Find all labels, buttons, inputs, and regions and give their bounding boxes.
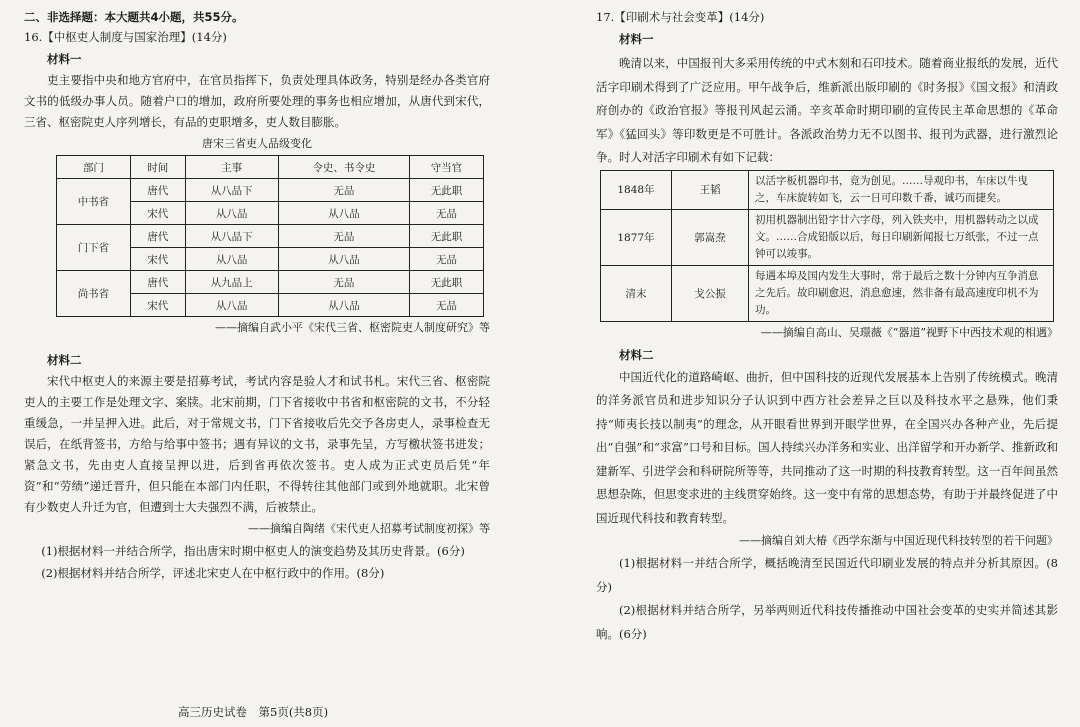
table-header-cell: 守当官 [410, 156, 484, 179]
author-cell: 王韬 [672, 170, 749, 209]
dept-cell: 门下省 [57, 225, 131, 271]
table-cell: 从八品 [278, 248, 409, 271]
q16-material-2-text: 宋代中枢吏人的来源主要是招募考试，考试内容是验人才和试书札。宋代三省、枢密院吏人的主要工作是处理文字、案牍。北宋前期，门下省接收中书省和枢密院的文书，不分轻重缓急，一并呈押入进。此后，对于常规文书，门下省接收后先交予各房吏人，录事检查无误后，在纸背签书，方给与给事中签书；遇有异议的文书，录事先呈，方写檄状签书进发；紧急文书，先由吏人直接呈押以进，后到省再依次签书。吏人成为正式吏员后凭“年资”和“劳绩”递迁晋升，但只能在本部门内任职，不得转往其他部门或到外地就职。北宋曾有少数吏人升迁为官，但遭到士大夫强烈不满，后被禁止。 [24, 374, 490, 514]
table-cell: 无此职 [410, 271, 484, 294]
table-cell: 从八品 [278, 202, 409, 225]
table-row [601, 209, 1054, 265]
q17-material-1-label: 材料一 [619, 32, 654, 46]
page-footer: 高三历史试卷 第5页(共8页) [178, 705, 329, 719]
table-cell: 从八品下 [185, 225, 278, 248]
record-cell: 初用机器制出铅字廿六字母，列入铁夹中，用机器转动之以成文。……合成铅版以后，每日印刷新闻报七万纸张，不过一点钟可以竣事。 [749, 209, 1054, 265]
q16-material-2-label: 材料二 [47, 353, 82, 367]
q16-material-1-label: 材料一 [47, 52, 82, 66]
q17-records-table [600, 170, 1054, 322]
year-cell: 1848年 [601, 170, 672, 209]
table-row [57, 225, 484, 248]
table-cell: 无品 [410, 248, 484, 271]
question-17-column [596, 8, 1058, 646]
table-cell: 唐代 [130, 271, 185, 294]
table-header-row [57, 156, 484, 179]
year-cell: 1877年 [601, 209, 672, 265]
year-cell: 清末 [601, 265, 672, 321]
q16-table-caption: 唐宋三省吏人品级变化 [202, 137, 312, 150]
spacer [24, 339, 490, 349]
table-row [57, 179, 484, 202]
q17-title: 17.【印刷术与社会变革】(14分) [596, 10, 765, 24]
q17-material-2-text: 中国近代化的道路崎岖、曲折，但中国科技的近现代发展基本上告别了传统模式。晚清的洋务派官员和进步知识分子认识到中西方社会差异之巨以及科技水平之悬殊，他们秉持“师夷长技以制夷”的理念，从开眼看世界到开眼学世界，在全国兴办各种产业，先后提出“自强”和“求富”口号和目标。国人持续兴办洋务和实业、出洋留学和开办新学、推新政和建新军、引进学会和科研院所等等，共同推动了这一时期的科技教育转型。这一百年间虽然思想杂陈，但思变求进的主线贯穿始终。这一变中有常的思想态势，有助于并最终促进了中国近现代科技和教育转型。 [596, 369, 1058, 525]
q17-subquestion-1: (1)根据材料一并结合所学，概括晚清至民国近代印刷业发展的特点并分析其原因。(8分) [596, 556, 1058, 594]
table-row [601, 265, 1054, 321]
q16-subquestion-2: (2)根据材料并结合所学，评述北宋吏人在中枢行政中的作用。(8分) [41, 566, 385, 580]
table-cell: 从八品 [185, 294, 278, 317]
table-cell: 从八品 [278, 294, 409, 317]
table-row [601, 170, 1054, 209]
table-cell: 无此职 [410, 225, 484, 248]
q17-source-2: ——摘编自刘大椿《西学东渐与中国近现代科技转型的若干问题》 [739, 534, 1058, 547]
q16-rank-table [56, 155, 484, 317]
q17-subquestion-2: (2)根据材料并结合所学，另举两则近代科技传播推动中国社会变革的史实并简述其影响。(6分) [596, 603, 1058, 641]
q16-material-1-text: 吏主要指中央和地方官府中，在官员指挥下，负责处理具体政务，特别是经办各类官府文书的低级办事人员。随着户口的增加，政府所要处理的事务也相应增加，从唐代到宋代，三省、枢密院吏人序列增长，有品的吏职增多，吏人数目膨胀。 [24, 73, 490, 129]
author-cell: 郭嵩焘 [672, 209, 749, 265]
table-cell: 从八品 [185, 248, 278, 271]
table-cell: 宋代 [130, 294, 185, 317]
table-cell: 无品 [278, 179, 409, 202]
dept-cell: 尚书省 [57, 271, 131, 317]
table-cell: 从八品下 [185, 179, 278, 202]
table-header-cell: 部门 [57, 156, 131, 179]
table-cell: 宋代 [130, 248, 185, 271]
table-cell: 从九品上 [185, 271, 278, 294]
q17-material-1-text: 晚清以来，中国报刊大多采用传统的中式木刻和石印技术。随着商业报纸的发展，近代活字印刷术得到了广泛应用。甲午战争后，维新派出版印刷的《时务报》《国文报》和清政府创办的《政治官报》等报刊风起云涌。辛亥革命时期印刷的宣传民主革命思想的《革命军》《猛回头》等印数更是不可胜计。各派政治势力无不以图书、报刊为武器，进行激烈论争。时人对活字印刷术有如下记载： [596, 56, 1058, 164]
q16-title: 16.【中枢吏人制度与国家治理】(14分) [24, 30, 227, 44]
table-cell: 无品 [278, 225, 409, 248]
table-cell: 唐代 [130, 225, 185, 248]
table-cell: 无品 [278, 271, 409, 294]
q16-source-2: ——摘编自陶绪《宋代吏人招募考试制度初探》等 [248, 522, 490, 535]
table-header-cell: 时间 [130, 156, 185, 179]
table-cell: 宋代 [130, 202, 185, 225]
q17-source-1: ——摘编自高山、吴璟薇《“器道”视野下中西技术观的相遇》 [760, 325, 1058, 339]
question-16-column [24, 8, 490, 584]
section-header: 二、非选择题：本大题共4小题，共55分。 [24, 10, 244, 24]
table-cell: 无品 [410, 294, 484, 317]
table-row [57, 271, 484, 294]
table-header-cell: 主事 [185, 156, 278, 179]
dept-cell: 中书省 [57, 179, 131, 225]
record-cell: 每遇本埠及国内发生大事时，常于最后之数十分钟内互争消息之先后。故印刷愈迟，消息愈速，然非备有最高速度印机不为功。 [749, 265, 1054, 321]
record-cell: 以活字板机器印书，竟为创见。……导观印书，车床以牛曳之，车床旋转如飞，云一日可印数千番，诚巧而捷矣。 [749, 170, 1054, 209]
table-header-cell: 令史、书令史 [278, 156, 409, 179]
q16-source-1: ——摘编自武小平《宋代三省、枢密院吏人制度研究》等 [215, 321, 490, 334]
table-cell: 从八品 [185, 202, 278, 225]
q16-subquestion-1: (1)根据材料一并结合所学，指出唐宋时期中枢吏人的演变趋势及其历史背景。(6分) [41, 544, 465, 558]
table-cell: 无此职 [410, 179, 484, 202]
table-cell: 无品 [410, 202, 484, 225]
table-cell: 唐代 [130, 179, 185, 202]
q17-material-2-label: 材料二 [619, 347, 654, 362]
author-cell: 戈公振 [672, 265, 749, 321]
